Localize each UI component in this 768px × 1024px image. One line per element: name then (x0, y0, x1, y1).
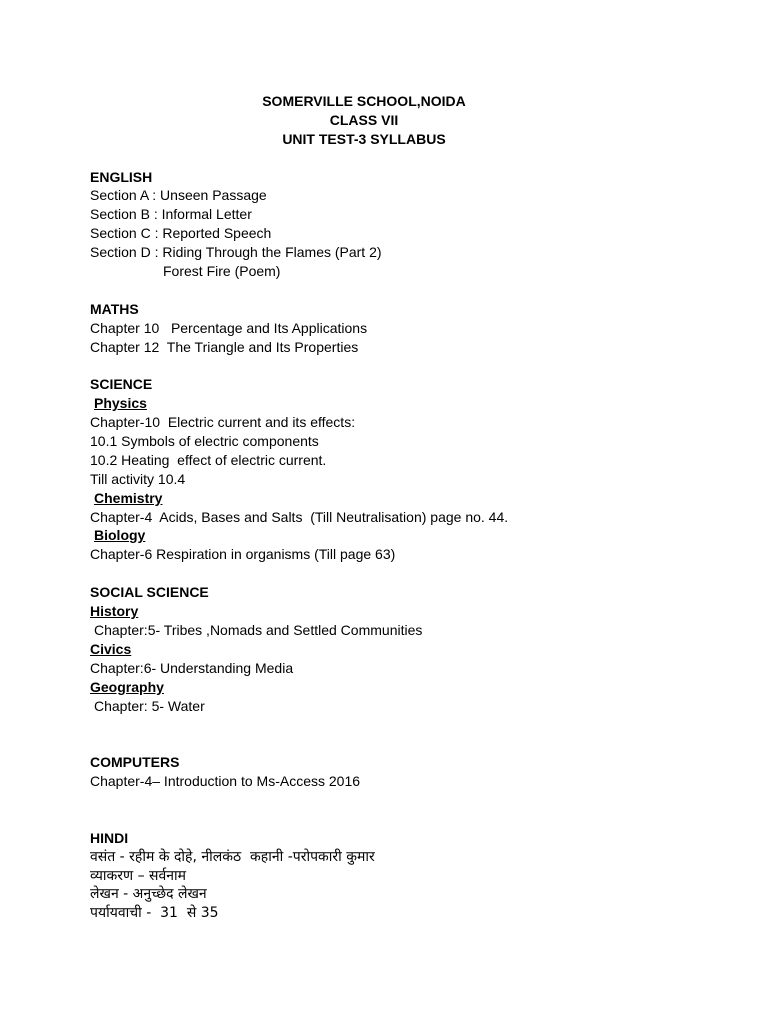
maths-heading: MATHS (90, 300, 139, 317)
maths-section (90, 300, 690, 357)
civics-line: Chapter:6- Understanding Media (90, 659, 294, 676)
physics-line: Chapter-10 Electric current and its effects: (90, 414, 356, 431)
social-science-section (90, 583, 690, 715)
history-line: Chapter:5- Tribes ,Nomads and Settled Communities (94, 621, 423, 638)
computers-section (90, 753, 690, 791)
physics-line: 10.2 Heating effect of electric current. (90, 451, 327, 468)
document-header (90, 92, 638, 149)
test-title: UNIT TEST-3 SYLLABUS (282, 130, 446, 147)
english-line: Section A : Unseen Passage (90, 187, 267, 204)
computers-line: Chapter-4– Introduction to Ms-Access 2016 (90, 773, 361, 790)
computers-heading: COMPUTERS (90, 754, 180, 771)
science-section (90, 375, 690, 564)
school-name: SOMERVILLE SCHOOL,NOIDA (262, 93, 466, 109)
social-science-heading: SOCIAL SCIENCE (90, 584, 209, 601)
chemistry-subheading: Chemistry (94, 489, 163, 506)
english-line: Section C : Reported Speech (90, 225, 272, 242)
biology-line: Chapter-6 Respiration in organisms (Till page 63) (90, 546, 396, 563)
english-section (90, 168, 690, 281)
physics-line: 10.1 Symbols of electric components (90, 433, 319, 450)
hindi-line: वसंत - रहीम के दोहे, नीलकंठ कहानी -परोपकारी कुमार (90, 848, 375, 865)
maths-line: Chapter 10 Percentage and Its Applications (90, 319, 368, 336)
english-line: Section B : Informal Letter (90, 206, 252, 223)
geography-line: Chapter: 5- Water (94, 697, 205, 714)
english-heading: ENGLISH (90, 168, 153, 185)
hindi-line: व्याकरण – सर्वनाम (90, 867, 187, 884)
physics-subheading: Physics (94, 395, 147, 412)
english-line: Section D : Riding Through the Flames (Part 2) (90, 244, 382, 261)
chemistry-line: Chapter-4 Acids, Bases and Salts (Till Neutralisation) page no. 44. (90, 508, 509, 525)
maths-line: Chapter 12 The Triangle and Its Properties (90, 338, 359, 355)
class-name: CLASS VII (329, 111, 399, 128)
hindi-section (90, 829, 690, 923)
biology-subheading: Biology (94, 527, 146, 544)
hindi-heading: HINDI (90, 829, 129, 846)
geography-subheading: Geography (90, 678, 164, 695)
science-heading: SCIENCE (90, 376, 153, 393)
hindi-line: लेखन - अनुच्छेद लेखन (90, 886, 207, 903)
civics-subheading: Civics (90, 640, 132, 657)
syllabus-document (90, 92, 690, 923)
physics-line: Till activity 10.4 (90, 470, 186, 487)
history-subheading: History (90, 603, 139, 620)
hindi-line: पर्यायवाची - 31 से 35 (90, 905, 219, 922)
english-line: Forest Fire (Poem) (163, 263, 281, 280)
